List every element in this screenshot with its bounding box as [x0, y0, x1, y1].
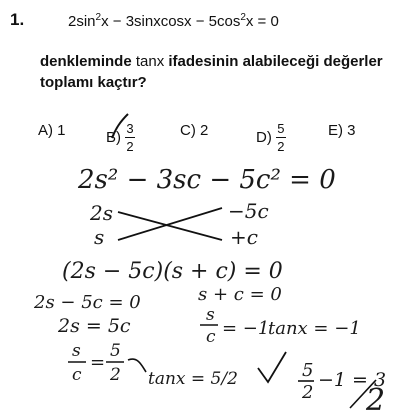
hw-8a-eq: = [90, 352, 106, 373]
question-text-line-2: toplamı kaçtır? [40, 74, 147, 91]
hw-9-num: 5 [302, 360, 314, 381]
eq-part-2: x − 3sinxcosx − 5cos [101, 13, 241, 30]
choice-b-checkmark [112, 114, 128, 138]
hw-arrow [128, 359, 146, 372]
hw-9-den2: 2 [366, 383, 386, 418]
choice-c-label: C) 2 [180, 122, 209, 139]
q-text-c: ifadesinin alabileceği değerler [164, 53, 383, 70]
hw-8a-den: c [72, 365, 82, 385]
hw-line-7b: tanx = −1 [268, 318, 361, 339]
hw-line-5b: s + c = 0 [198, 284, 282, 305]
question-number: 1. [10, 10, 25, 29]
hw-line-5a: 2s − 5c = 0 [34, 292, 141, 313]
hw-checkmark [258, 352, 286, 382]
hw-factor-s: s [94, 225, 105, 249]
hw-factor-plusc: +c [230, 225, 258, 249]
choice-a-label: A) 1 [38, 122, 66, 139]
hw-7a-rest: = −1 [222, 318, 270, 339]
hw-line-8b: tanx = 5/2 [148, 369, 238, 389]
hw-line-1: 2s² − 3sc − 5c² = 0 [78, 165, 336, 195]
eq-exp-1: 2 [95, 12, 102, 23]
choice-b-den: 2 [126, 139, 134, 154]
hw-7a-den: c [206, 327, 216, 347]
eq-exp-2: 2 [240, 12, 246, 23]
choice-d-den: 2 [277, 139, 285, 154]
choice-d-label: D) [256, 129, 272, 146]
hw-9-rest: −1 = 3 [318, 369, 387, 391]
hw-8a-num: s [72, 341, 81, 361]
hw-7a-num: s [206, 305, 215, 325]
choice-b-num: 3 [126, 121, 134, 136]
hw-line-6: 2s = 5c [58, 315, 131, 337]
hw-8a-rnum: 5 [110, 341, 121, 361]
choice-b-label: B) [106, 129, 121, 146]
q-text-tanx: tanx [135, 53, 165, 70]
choice-e-label: E) 3 [328, 122, 356, 139]
eq-part-1: 2sin [68, 13, 96, 30]
choice-d-num: 5 [277, 121, 285, 136]
cross-multiply-lines [118, 208, 222, 240]
hw-8a-rden: 2 [110, 365, 121, 385]
hw-9-den: 2 [302, 382, 314, 403]
hw-factor-minus5c: −5c [228, 199, 269, 223]
hw-line-4: (2s − 5c)(s + c) = 0 [62, 259, 283, 284]
q-text-a: denkleminde [40, 53, 136, 70]
hw-factor-2s: 2s [90, 201, 113, 225]
eq-part-3: x = 0 [245, 13, 279, 30]
